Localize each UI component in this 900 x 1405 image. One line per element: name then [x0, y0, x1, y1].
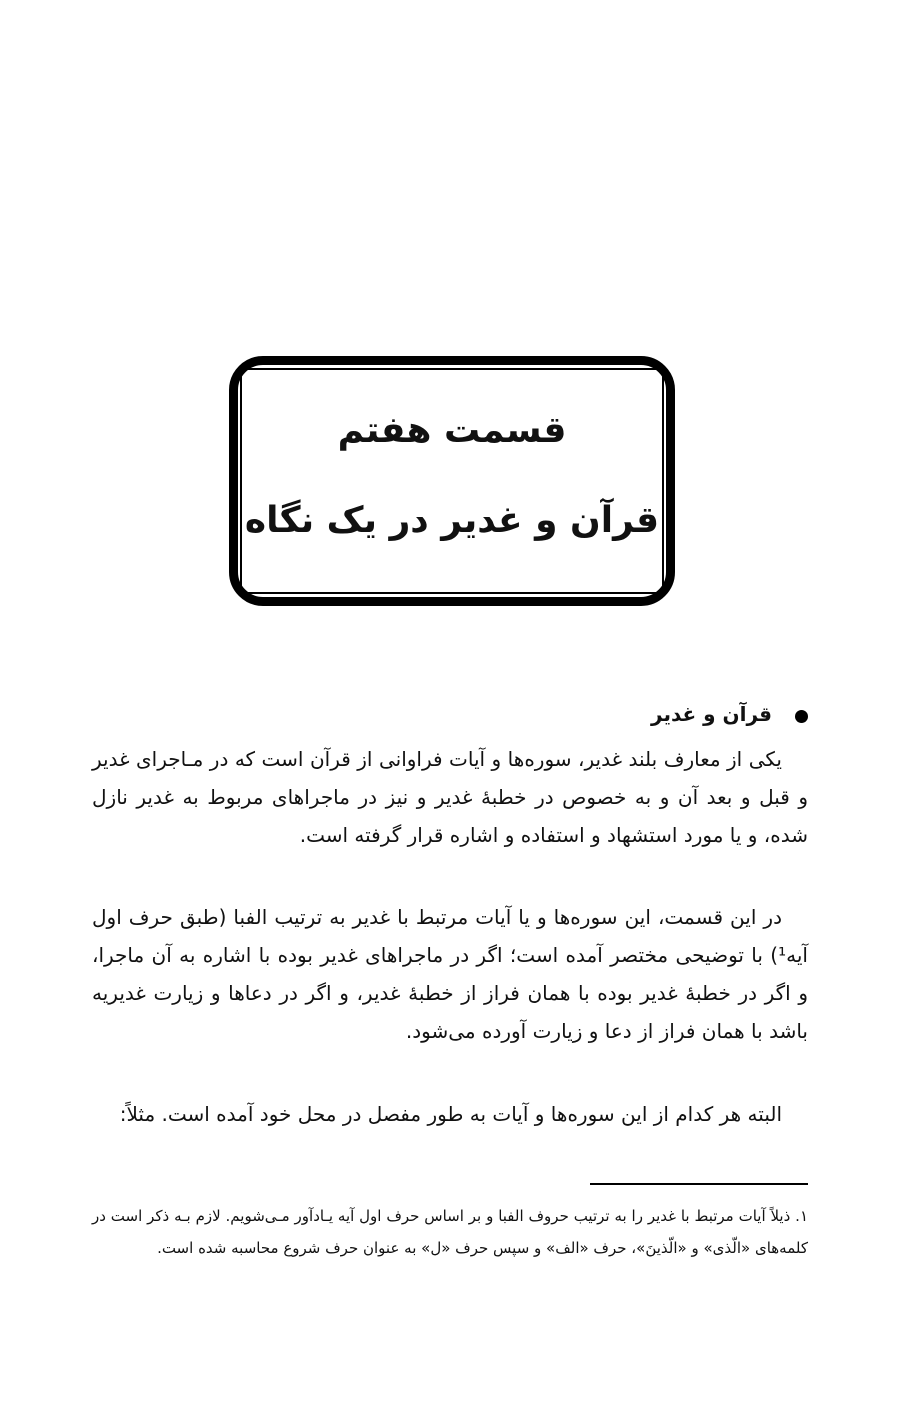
paragraph-note: البته هر کدام از این سوره‌ها و آیات به طور مفصل در محل خود آمده است. مثلاً:	[119, 1102, 782, 1126]
part-title: قسمت هفتم	[337, 410, 567, 451]
footnote: ۱. ذیلاً آیات مرتبط با غدیر را به ترتیب حروف الفبا و بر اساس حرف اول آیه یـادآور مـی‌شویم. لازم بـه ذکر است در کلمه‌های «الّذی» و «الّذینَ»، حرف «الف» و سپس حرف «ل» به عنوان حرف شروع محاسبه شده است.	[92, 1207, 808, 1257]
paragraph-intro: یکی از معارف بلند غدیر، سوره‌ها و آیات فراوانی از قرآن است که در مـاجرای غدیر و قبل و بعد آن و به خصوص در خطبهٔ غدیر و نیز در ماجراهای مربوط به غدیر نازل شده، و یا مورد استشهاد و استفاده و اشاره قرار گرفته است.	[92, 747, 808, 847]
footnote-divider	[590, 1183, 808, 1185]
title-frame-inner	[240, 368, 664, 594]
section-heading: قرآن و غدیر	[651, 702, 772, 726]
bullet-icon	[795, 710, 808, 723]
part-subtitle: قرآن و غدیر در یک نگاه	[244, 500, 660, 541]
paragraph-arrangement: در این قسمت، این سوره‌ها و یا آیات مرتبط با غدیر به ترتیب الفبا (طبق حرف اول آیه¹) با توضیحی مختصر آمده است؛ اگر در ماجراهای غدیر بوده با اشاره به آن ماجرا، و اگر در خطبهٔ غدیر بوده با همان فراز از خطبهٔ غدیر، و اگر در دعاها و زیارت غدیریه باشد با همان فراز از دعا و زیارت آورده می‌شود.	[92, 905, 808, 1043]
